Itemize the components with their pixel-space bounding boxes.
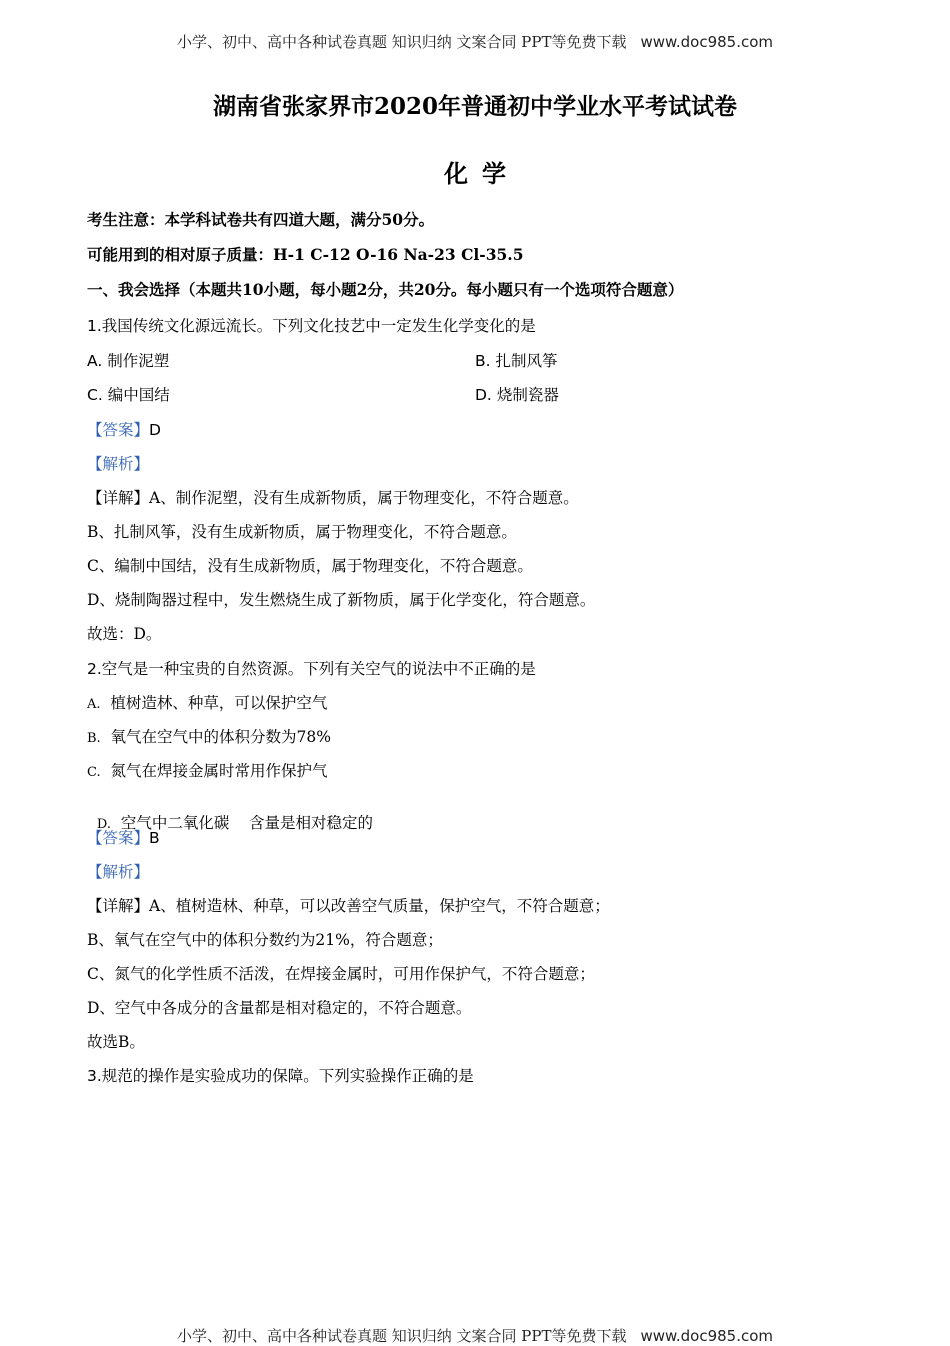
answer-label: 【答案】 [87, 829, 150, 847]
q2-option-a: A. 植树造林、种草，可以保护空气 [87, 694, 328, 712]
subject-title: 化学 [444, 159, 520, 188]
detail-label: 【详解】 [87, 489, 150, 507]
header-site[interactable]: www.doc985.com [640, 33, 774, 51]
q2-option-d: D. 空气中二氧化碳 含量是相对稳定的 [96, 814, 374, 832]
answer-value: B [149, 829, 160, 847]
question-stem: 我国传统文化源远流长。下列文化技艺中一定发生化学变化的是 [101, 317, 536, 335]
q1-detail-3: D、烧制陶器过程中，发生燃烧生成了新物质，属于化学变化，符合题意。 [87, 591, 596, 609]
q1-option-b: B. 扎制风筝 [475, 352, 558, 370]
question-number: 1. [87, 317, 102, 335]
header-text: 小学、初中、高中各种试卷真题 知识归纳 文案合同 PPT等免费下载 [176, 33, 627, 51]
q2-detail-3: D、空气中各成分的含量都是相对稳定的，不符合题意。 [87, 999, 472, 1017]
question-1 [87, 314, 536, 336]
q2-option-b: B. 氧气在空气中的体积分数为78% [87, 728, 331, 746]
q1-option-d: D. 烧制瓷器 [475, 386, 559, 404]
page-header [0, 31, 950, 52]
q2-option-c: C. 氮气在焊接金属时常用作保护气 [87, 762, 328, 780]
question-number: 2. [87, 660, 102, 678]
atomic-mass-line: 可能用到的相对原子质量：H-1 C-12 O-16 Na-23 Cl-35.5 [87, 245, 524, 264]
q1-detail-2: C、编制中国结，没有生成新物质，属于物理变化，不符合题意。 [87, 557, 533, 575]
q2-analysis-label: 【解析】 [87, 863, 150, 881]
q2-detail-1: B、氧气在空气中的体积分数约为21%，符合题意； [87, 931, 443, 949]
q1-answer [87, 418, 161, 440]
q1-detail-0: 【详解】A、制作泥塑，没有生成新物质，属于物理变化，不符合题意。 [87, 489, 579, 507]
question-2 [87, 657, 536, 679]
footer-site[interactable]: www.doc985.com [640, 1327, 774, 1345]
question-stem: 空气是一种宝贵的自然资源。下列有关空气的说法中不正确的是 [101, 660, 536, 678]
question-3 [87, 1064, 474, 1086]
exam-title: 湖南省张家界市2020年普通初中学业水平考试试卷 [212, 93, 737, 120]
q1-detail-1: B、扎制风筝，没有生成新物质，属于物理变化，不符合题意。 [87, 523, 517, 541]
q1-option-c: C. 编中国结 [87, 386, 170, 404]
question-number: 3. [87, 1067, 102, 1085]
footer-text: 小学、初中、高中各种试卷真题 知识归纳 文案合同 PPT等免费下载 [176, 1327, 627, 1345]
q2-detail-0: 【详解】A、植树造林、种草，可以改善空气质量，保护空气，不符合题意； [87, 897, 610, 915]
answer-value: D [149, 421, 161, 439]
q2-conclusion: 故选B。 [87, 1033, 145, 1051]
section-heading: 一、我会选择（本题共10小题，每小题2分，共20分。每小题只有一个选项符合题意） [87, 280, 684, 299]
q1-option-a: A. 制作泥塑 [87, 352, 170, 370]
q1-conclusion: 故选：D。 [87, 625, 162, 643]
q2-answer [87, 826, 160, 848]
page-footer [0, 1325, 950, 1346]
question-stem: 规范的操作是实验成功的保障。下列实验操作正确的是 [101, 1067, 474, 1085]
q2-detail-2: C、氮气的化学性质不活泼，在焊接金属时，可用作保护气，不符合题意； [87, 965, 595, 983]
answer-label: 【答案】 [87, 421, 150, 439]
q1-analysis-label: 【解析】 [87, 455, 150, 473]
detail-label: 【详解】 [87, 897, 150, 915]
exam-notice: 考生注意：本学科试卷共有四道大题，满分50分。 [87, 210, 435, 229]
